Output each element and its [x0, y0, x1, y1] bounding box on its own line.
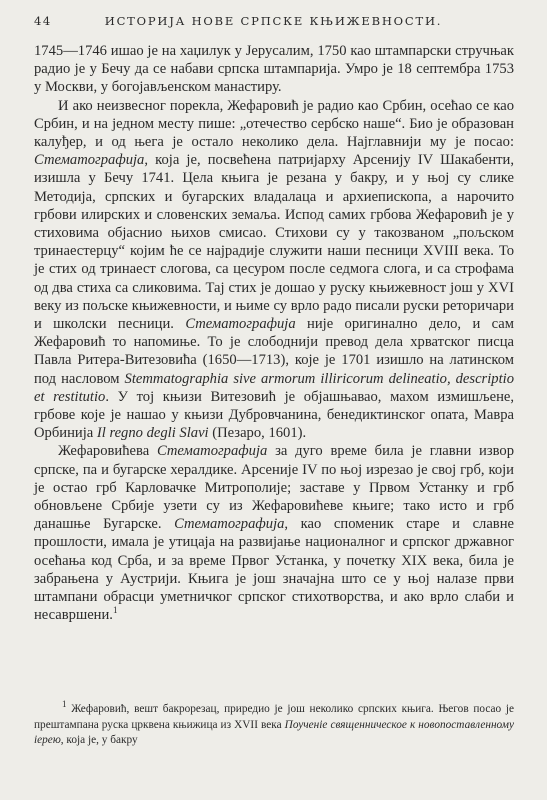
running-title: ИСТОРИЈА НОВЕ СРПСКЕ КЊИЖЕВНОСТИ. [104, 14, 443, 28]
book-title-stematografija: Стематографија [34, 152, 145, 169]
footnote-book-title: Поученіе священническое к новопоставленному іерею [34, 718, 514, 746]
body-text [34, 42, 514, 625]
paragraph-1: 1745—1746 ишао је на хаџилук у Јерусалим, 1750 као штампарски стручњак радио је у Бечу да се набави српска штампарија. Умро је 18 септембра 1753 у Москви, у богојављенском манастиру. [34, 43, 514, 96]
page-number: 44 [34, 14, 52, 28]
italian-title: Il regno degli Slavi [96, 425, 209, 442]
latin-title: Stemmatographia sive armorum illiricorum delineatio, descriptio et restitutio [34, 370, 514, 405]
book-title-stematografija: Стематографија [156, 443, 268, 460]
footnote-1: $^1$ Жефаровић, вешт бакрорезац, приредио је још неколико српских књига. Његов посао је прештампана руска црквена књижица из XVII века Поученіе священническое к новопоставленному іерею, која је, у бакру [34, 699, 514, 746]
paragraph-2: И ако неизвесног порекла, Жефаровић је радио као Србин, осећао се као Србин, и на једном месту пише: „отечество сербско наше“. Био је образован калуђер, и од њега је остало неколико дела. Најглавнији му је посао: Стематографија, која је, посвећена патријарху Арсенију IV Шакабенти, изишла у Бечу 1741. Цела књига је резана у бакру, и у њој су слике Методија, српских и бугарских владалаца и архиепископа, а нарочито грбови илирских и словенских земаља. Испод самих грбова Жефаровић је у стиховима објаснио њихов смисао. Стихови су у такозваном „пољском тринаестерцу“ којим ће се најрадије служити наши песници XVIII века. То је стих од тринаест слогова, са цесуром после седмога слога, и са строфама од два стиха са сликовима. Тај стих је дошао у руску књижевност још у XVI веку из пољске књижевности, и њиме су врло радо писали руски реторичари и школски песници. Стематографија није оригинално дело, и сам Жефаровић то напомиње. То је слободнији превод дела хрватског писца Павла Ритера-Витезовића (1650—1713), које је 1701 изишло на латинском под насловом Stemmatographia sive armorum illiricorum delineatio, descriptio et restitutio. У тој књизи Витезовић је објашњавао, махом измишљене, грбове које је нашао у књизи Дубровчанина, бенедиктинског опата, Мавра Орбинија Il regno degli Slavi (Пезаро, 1601). [34, 97, 515, 442]
footnotes [34, 699, 514, 749]
book-title-stematografija: Стематографија [185, 316, 296, 333]
footnote-number: 1 [62, 699, 67, 710]
footnote-marker[interactable]: 1 [112, 605, 118, 616]
page-header [34, 14, 513, 32]
book-title-stematografija: Стематографија [174, 516, 285, 533]
paragraph-3: Жефаровићева Стематографија за дуго време била је главни извор српске, па и бугарске хералдике. Арсеније IV по њој изрезао је свој грб, који је остао грб Карловачке Митрополије; заставе у Првом Устанку и грб обновљене Србије узети су из Жефаровићеве књиге; тако исто и грб данашње Бугарске. Стематографија, као споменик старе и славне прошлости, имала је утицаја на развијање националног и српског државног осећања код Срба, и за време Првог Устанка, у почетку XIX века, била је забрањена у Аустрији. Књига је још значајна што се у њој налазе први штампани обрасци уметничког српског стихотворства, и ако врло слаби и несавршени.$^1$ [34, 443, 514, 624]
